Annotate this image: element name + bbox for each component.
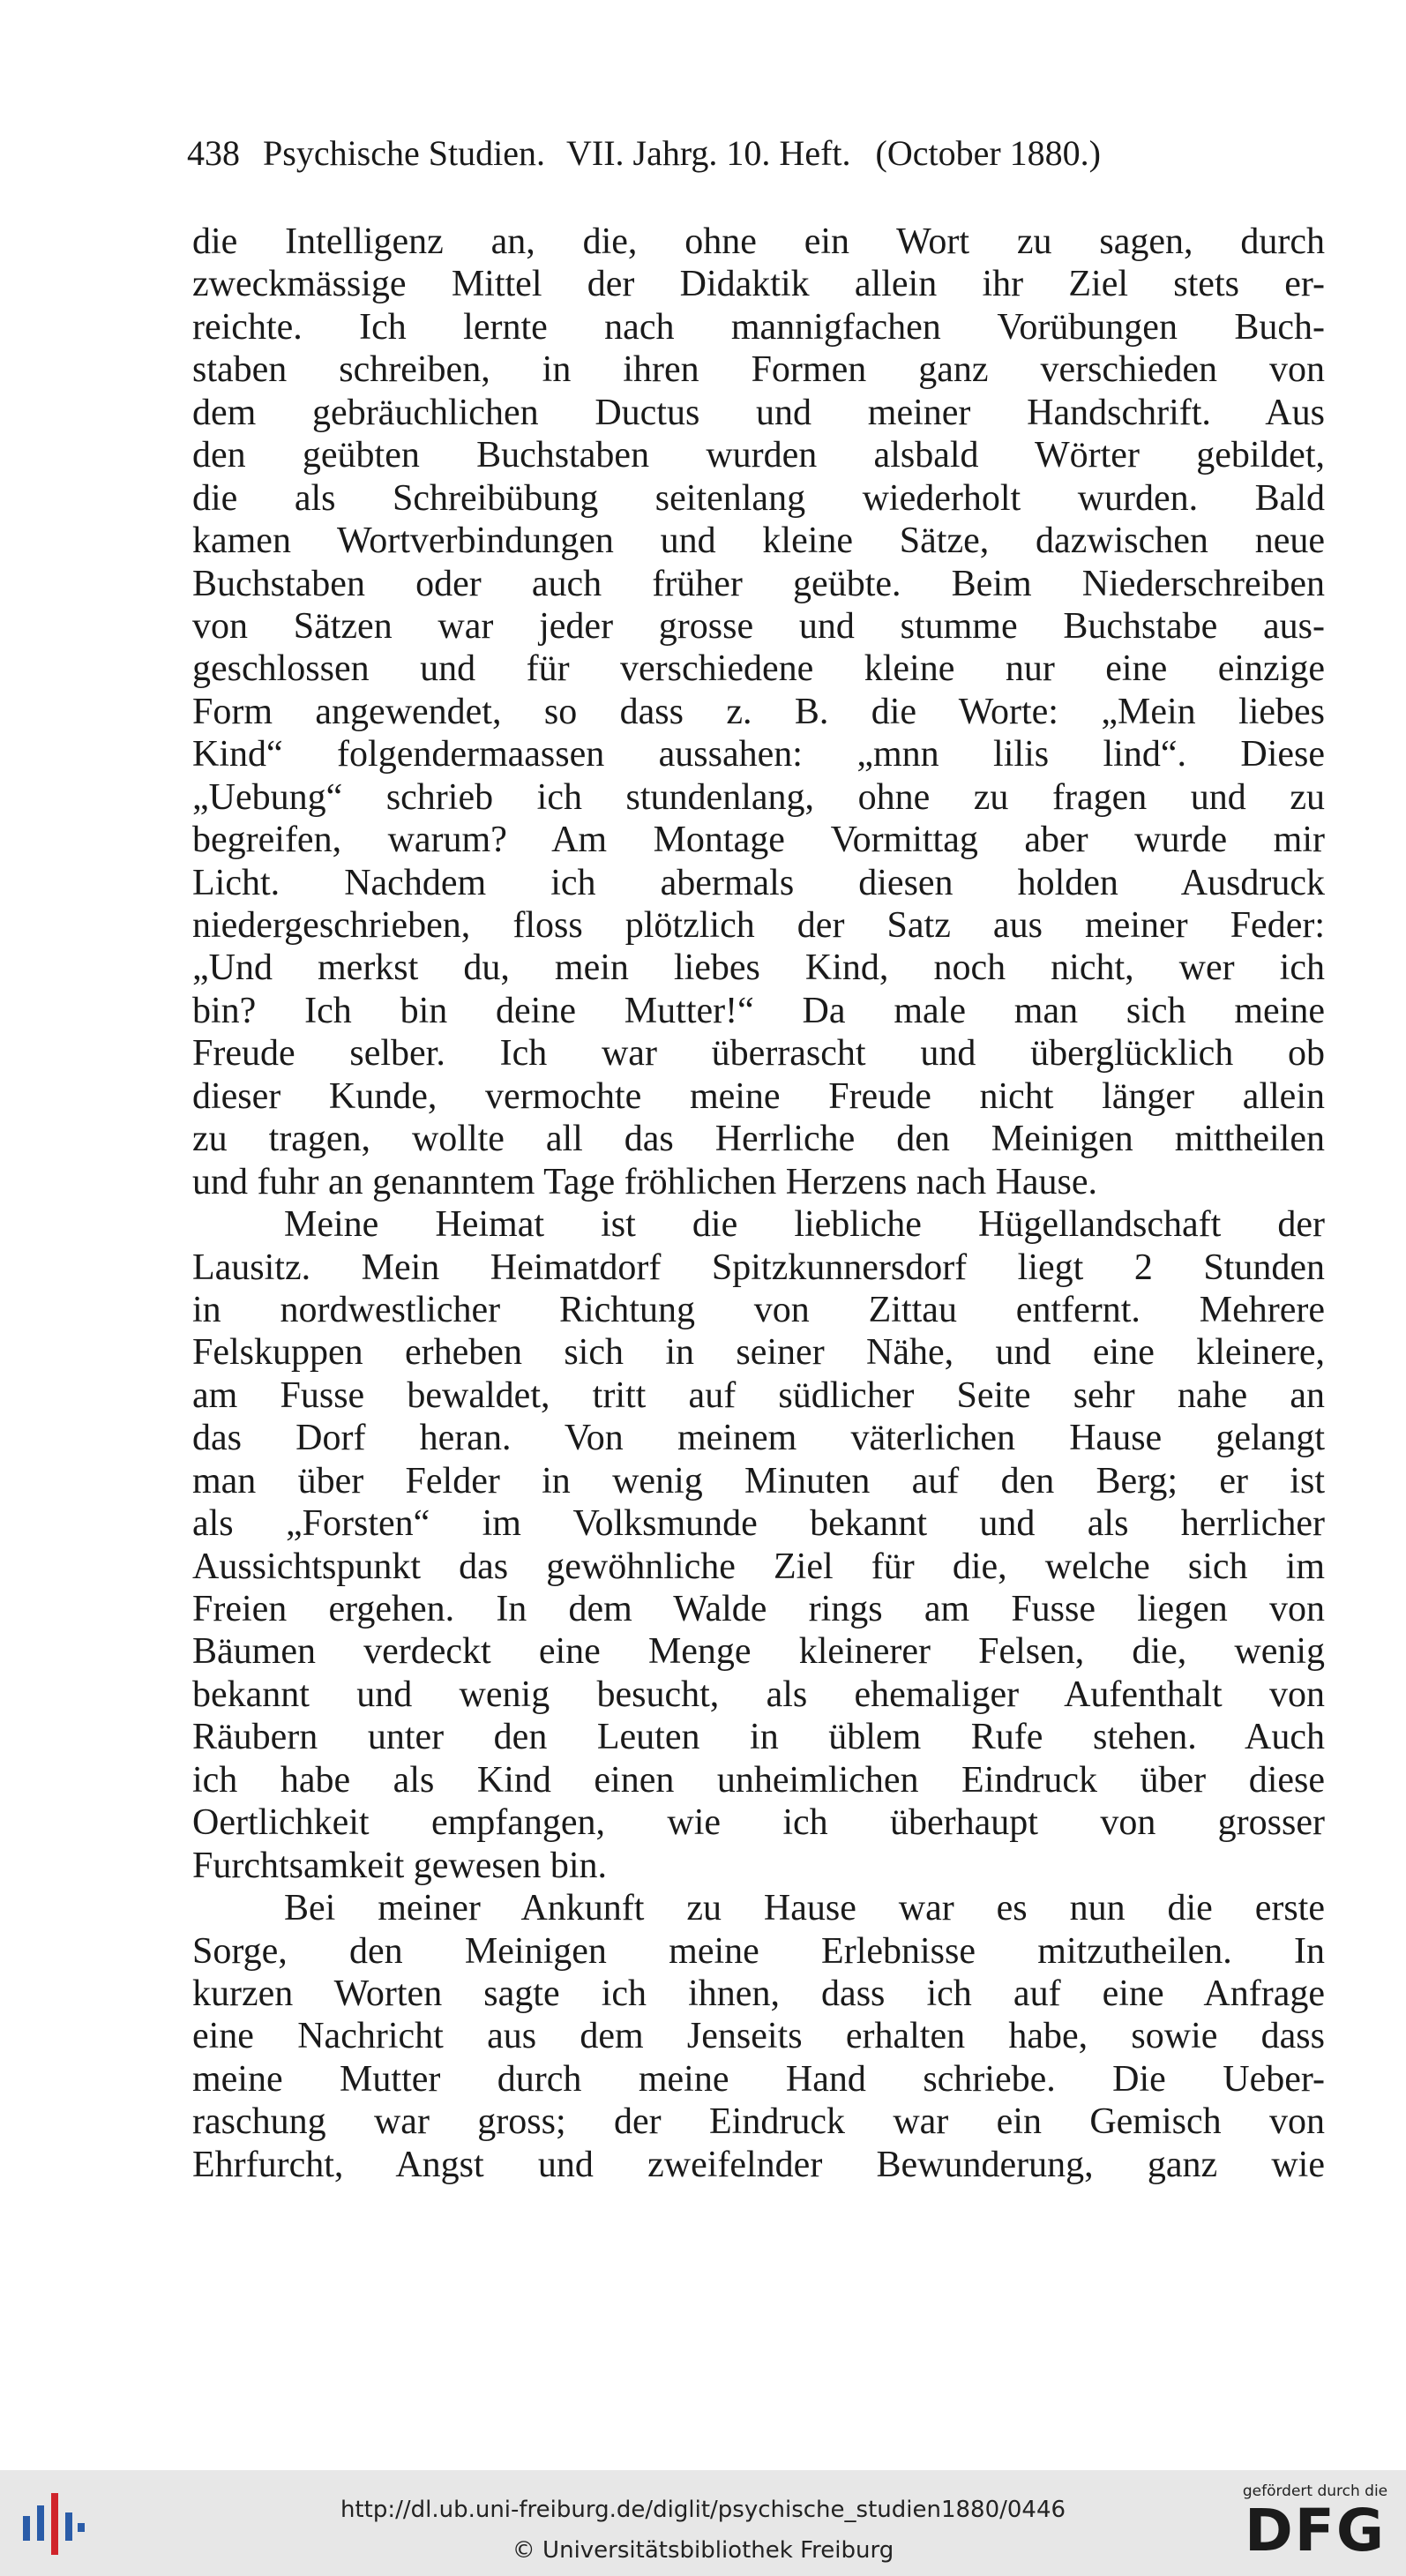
text-line: den geübten Buchstaben wurden alsbald Wörter gebildet,: [192, 435, 1325, 476]
text-line: Buchstaben oder auch früher geübte. Beim Niederschreiben: [192, 563, 1325, 604]
text-line: am Fusse bewaldet, tritt auf südlicher Seite sehr nahe an: [192, 1374, 1325, 1416]
dfg-logo-text: DFG: [1244, 2497, 1387, 2565]
copyright-notice: © Universitätsbibliothek Freiburg: [512, 2537, 894, 2564]
text-line: dieser Kunde, vermochte meine Freude nicht länger allein: [192, 1075, 1325, 1117]
text-line: in nordwestlicher Richtung von Zittau entfernt. Mehrere: [192, 1289, 1325, 1330]
text-line: reichte. Ich lernte nach mannigfachen Vorübungen Buch-: [192, 306, 1325, 348]
text-line: Ehrfurcht, Angst und zweifelnder Bewunderung, ganz wie: [192, 2144, 1325, 2185]
text-line: Lausitz. Mein Heimatdorf Spitzkunnersdorf liegt 2 Stunden: [192, 1247, 1325, 1288]
text-line: Freien ergehen. In dem Walde rings am Fusse liegen von: [192, 1589, 1325, 1629]
dfg-caption: gefördert durch die: [1242, 2482, 1388, 2500]
text-line: die Intelligenz an, die, ohne ein Wort zu sagen, durch: [192, 221, 1325, 262]
text-line: geschlossen und für verschiedene kleine nur eine einzige: [192, 648, 1325, 690]
text-line: „Und merkst du, mein liebes Kind, noch nicht, wer ich: [192, 947, 1325, 989]
document-url-link[interactable]: http://dl.ub.uni-freiburg.de/diglit/psychische_studien1880/0446: [340, 2497, 1066, 2523]
text-line: „Uebung“ schrieb ich stundenlang, ohne zu fragen und zu: [192, 776, 1325, 818]
text-line: zweckmässige Mittel der Didaktik allein ihr Ziel stets er-: [192, 264, 1325, 305]
text-line: Meine Heimat ist die liebliche Hügellandschaft der: [284, 1204, 1325, 1246]
text-line: raschung war gross; der Eindruck war ein Gemisch von: [192, 2101, 1325, 2143]
issue-date: (October 1880.): [875, 133, 1101, 173]
text-line: Oertlichkeit empfangen, wie ich überhaupt von grosser: [192, 1802, 1325, 1844]
text-line: meine Mutter durch meine Hand schriebe. Die Ueber-: [192, 2058, 1325, 2100]
text-line: zu tragen, wollte all das Herrliche den Meinigen mittheilen: [192, 1119, 1325, 1160]
text-line: Bäumen verdeckt eine Menge kleinerer Felsen, die, wenig: [192, 1631, 1325, 1673]
text-line: Licht. Nachdem ich abermals diesen holden Ausdruck: [192, 862, 1325, 903]
text-line: von Sätzen war jeder grosse und stumme Buchstabe aus-: [192, 605, 1325, 647]
text-line: kurzen Worten sagte ich ihnen, dass ich auf eine Anfrage: [192, 1973, 1325, 2014]
text-line: begreifen, warum? Am Montage Vormittag aber wurde mir: [192, 820, 1325, 861]
text-line: die als Schreibübung seitenlang wiederholt wurden. Bald: [192, 477, 1325, 519]
text-line: Furchtsamkeit gewesen bin.: [192, 1845, 608, 1886]
text-line: kamen Wortverbindungen und kleine Sätze, dazwischen neue: [192, 520, 1325, 562]
text-line: bin? Ich bin deine Mutter!“ Da male man sich meine: [192, 990, 1325, 1031]
text-line: Form angewendet, so dass z. B. die Worte: „Mein liebes: [192, 691, 1325, 732]
text-line: dem gebräuchlichen Ductus und meiner Handschrift. Aus: [192, 392, 1325, 433]
text-line: Freude selber. Ich war überrascht und überglücklich ob: [192, 1033, 1325, 1075]
dfg-funding-logo: [1240, 2482, 1390, 2565]
text-line: ich habe als Kind einen unheimlichen Eindruck über diese: [192, 1759, 1325, 1801]
journal-title: Psychische Studien.: [263, 133, 545, 173]
text-line: bekannt und wenig besucht, als ehemaliger Aufenthalt von: [192, 1674, 1325, 1715]
text-line: Kind“ folgendermaassen aussahen: „mnn lilis lind“. Diese: [192, 734, 1325, 775]
text-line: und fuhr an genanntem Tage fröhlichen Herzens nach Hause.: [192, 1161, 1098, 1202]
text-line: Bei meiner Ankunft zu Hause war es nun die erste: [284, 1888, 1325, 1929]
text-line: Sorge, den Meinigen meine Erlebnisse mitzutheilen. In: [192, 1930, 1325, 1972]
text-line: Aussichtspunkt das gewöhnliche Ziel für die, welche sich im: [192, 1546, 1325, 1587]
body-text: [192, 221, 1325, 2186]
text-line: Räubern unter den Leuten in üblem Rufe stehen. Auch: [192, 1717, 1325, 1758]
text-line: man über Felder in wenig Minuten auf den Berg; er ist: [192, 1460, 1325, 1501]
text-line: als „Forsten“ im Volksmunde bekannt und als herrlicher: [192, 1503, 1325, 1545]
text-line: niedergeschrieben, floss plötzlich der Satz aus meiner Feder:: [192, 905, 1325, 946]
viewer-footer: [0, 2470, 1406, 2576]
running-head: [187, 132, 1281, 174]
text-line: staben schreiben, in ihren Formen ganz verschieden von: [192, 349, 1325, 391]
text-line: Felskuppen erheben sich in seiner Nähe, und eine kleinere,: [192, 1332, 1325, 1374]
page-number: 438: [187, 133, 240, 173]
issue-label: VII. Jahrg. 10. Heft.: [565, 133, 851, 173]
text-line: eine Nachricht aus dem Jenseits erhalten habe, sowie dass: [192, 2016, 1325, 2057]
text-line: das Dorf heran. Von meinem väterlichen Hause gelangt: [192, 1418, 1325, 1459]
